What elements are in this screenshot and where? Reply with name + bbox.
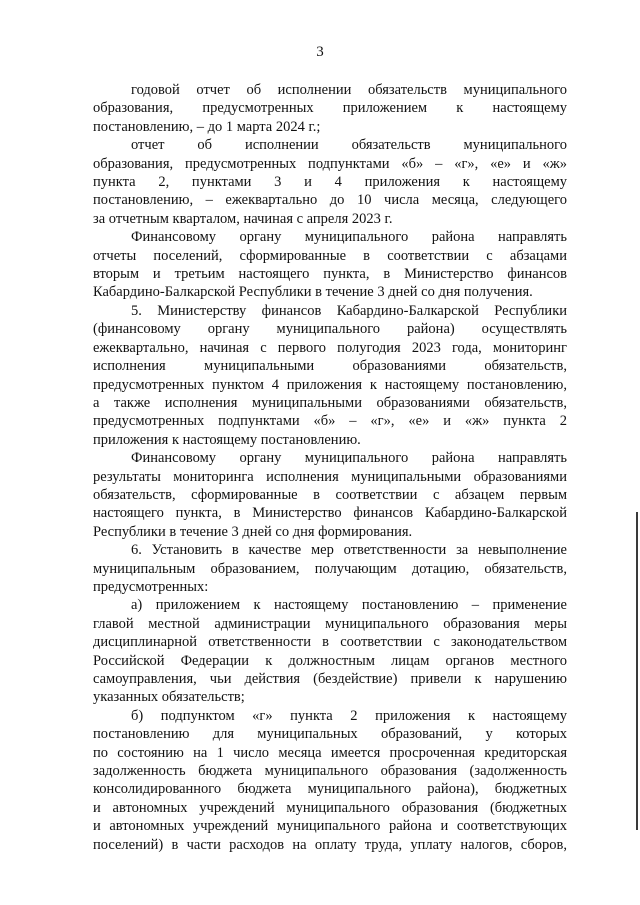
paragraph-subitem-a [93,596,567,706]
text-line: дисциплинарной ответственности в соответствии с законодательством [93,634,567,651]
text-line: 5. Министерству финансов Кабардино-Балкарской Республики [131,302,567,319]
text-line: 6. Установить в качестве мер ответственности за невыполнение [131,542,567,559]
text-line: Кабардино-Балкарской Республики в течение 3 дней со дня получения. [93,284,533,301]
text-line: консолидированного бюджета муниципального района), бюджетных [93,781,567,798]
text-line: постановлению, – ежеквартально до 10 числа месяца, следующего [93,192,567,209]
text-line: исполнения муниципальными образованиями обязательств, [93,358,567,375]
text-line: предусмотренных пунктом 4 приложения к настоящему постановлению, [93,376,567,393]
scan-edge-mark [636,512,638,830]
paragraph-item-5 [93,302,567,449]
text-line: задолженность бюджета муниципального образования (задолженность [93,763,567,780]
text-line: образования, предусмотренных подпунктами «б» – «г», «е» и «ж» [93,155,567,172]
text-line: поселений) в части расходов на оплату труда, уплату налогов, сборов, [93,836,567,853]
text-line: Российской Федерации к должностным лицам органов местного [93,652,567,669]
paragraph-settlement-reports [93,228,567,302]
text-line: главой местной администрации муниципального образования меры [93,615,567,632]
text-line: а также исполнения муниципальными образованиями обязательств, [93,394,567,411]
text-line: б) подпунктом «г» пункта 2 приложения к настоящему [131,707,567,724]
paragraph-item-6 [93,541,567,596]
text-line: и автономных учреждений муниципального образования (бюджетных [93,799,567,816]
text-line: Финансовому органу муниципального района направлять [131,450,567,467]
paragraph-annual-report [93,81,567,136]
text-line: постановлению, – до 1 марта 2024 г.; [93,118,321,135]
text-line: и автономных учреждений муниципального района и соответствующих [93,818,567,835]
text-line: самоуправления, чьи действия (бездействие) привели к нарушению [93,671,567,687]
paragraph-monitoring-results [93,449,567,541]
paragraph-subitem-b [93,707,567,854]
page-number: 3 [316,44,324,60]
text-line: указанных обязательств; [93,689,245,706]
text-line: Финансовому органу муниципального района направлять [131,229,567,246]
text-line: образования, предусмотренных приложением к настоящему [93,100,567,117]
text-line: отчет об исполнении обязательств муниципального [131,137,567,154]
text-line: постановлению для муниципальных образований, у которых [93,726,567,743]
text-line: муниципальным образованием, получающим дотацию, обязательств, [93,560,567,577]
text-line: ежеквартально, начиная с первого полугодия 2023 года, мониторинг [93,339,567,356]
text-line: по состоянию на 1 число месяца имеется просроченная кредиторская [93,744,567,761]
text-line: отчеты поселений, сформированные в соответствии с абзацами [93,247,567,264]
text-line: (финансовому органу муниципального района) осуществлять [93,321,567,338]
text-line: годовой отчет об исполнении обязательств муниципального [131,82,567,98]
text-line: а) приложением к настоящему постановлению – применение [131,597,567,614]
text-line: настоящего пункта, в Министерство финансов Кабардино-Балкарской [93,505,567,522]
text-line: обязательств, сформированные в соответствии с абзацем первым [93,486,567,503]
text-line: результаты мониторинга исполнения муниципальными образованиями [93,468,567,485]
text-line: приложения к настоящему постановлению. [93,431,361,448]
text-line: за отчетным кварталом, начиная с апреля 2023 г. [93,210,393,227]
text-line: пункта 2, пунктами 3 и 4 приложения к настоящему [93,174,567,191]
document-body [93,81,567,854]
text-line: предусмотренных: [93,578,209,595]
text-line: Республики в течение 3 дней со дня формирования. [93,523,413,540]
text-line: вторым и третьим настоящего пункта, в Министерство финансов [93,266,567,283]
paragraph-quarterly-report [93,136,567,228]
text-line: предусмотренных подпунктами «б» – «г», «е» и «ж» пункта 2 [93,413,567,430]
